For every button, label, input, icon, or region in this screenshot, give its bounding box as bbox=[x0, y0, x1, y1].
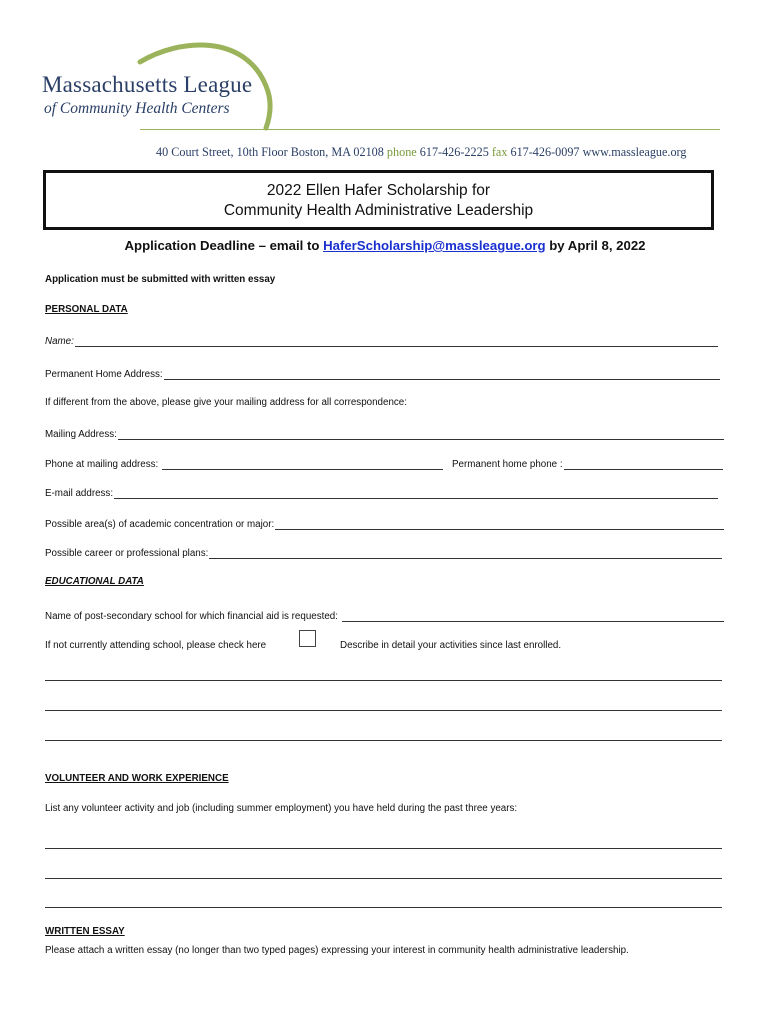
mailing-phone-field[interactable] bbox=[45, 456, 443, 470]
school-label: Name of post-secondary school for which financial aid is requested: bbox=[45, 611, 338, 622]
home-phone-label: Permanent home phone : bbox=[452, 459, 563, 470]
mailing-address-field[interactable] bbox=[45, 426, 724, 440]
mailing-address-label: Mailing Address: bbox=[45, 429, 117, 440]
name-label: Name: bbox=[45, 336, 74, 347]
volunteer-line-3[interactable] bbox=[45, 907, 722, 908]
written-essay-prompt: Please attach a written essay (no longer than two typed pages) expressing your interest in community health administrative leadership. bbox=[45, 945, 629, 956]
mailing-address-note: If different from the above, please give your mailing address for all correspondence: bbox=[45, 397, 407, 408]
org-name: Massachusetts League bbox=[42, 72, 253, 97]
activities-line-3[interactable] bbox=[45, 740, 722, 741]
educational-data-heading: EDUCATIONAL DATA bbox=[45, 576, 144, 587]
essay-requirement-note: Application must be submitted with written essay bbox=[45, 274, 276, 285]
career-label: Possible career or professional plans: bbox=[45, 548, 209, 559]
fax-number: 617-426-0097 bbox=[510, 145, 580, 159]
career-line[interactable] bbox=[209, 548, 722, 559]
volunteer-heading: VOLUNTEER AND WORK EXPERIENCE bbox=[45, 773, 229, 784]
website: www.massleague.org bbox=[582, 145, 687, 159]
org-subtitle: of Community Health Centers bbox=[44, 100, 230, 117]
street-address: 40 Court Street, 10th Floor Boston, MA 02108 bbox=[156, 145, 384, 159]
volunteer-prompt: List any volunteer activity and job (including summer employment) you have held during the past three years: bbox=[45, 803, 518, 814]
application-deadline bbox=[0, 238, 770, 253]
letterhead-divider bbox=[140, 129, 720, 130]
not-attending-checkbox[interactable] bbox=[299, 630, 316, 647]
form-title-line1: 2022 Ellen Hafer Scholarship for bbox=[266, 182, 491, 199]
deadline-suffix: by April 8, 2022 bbox=[545, 238, 646, 253]
mailing-address-line[interactable] bbox=[118, 429, 724, 440]
home-address-field[interactable] bbox=[45, 366, 720, 380]
form-title-line2: Community Health Administrative Leadership bbox=[223, 202, 534, 219]
name-line[interactable] bbox=[75, 336, 718, 347]
personal-data-heading: PERSONAL DATA bbox=[45, 304, 128, 315]
email-line[interactable] bbox=[114, 488, 718, 499]
phone-label: phone bbox=[386, 145, 417, 159]
career-field[interactable] bbox=[45, 545, 722, 559]
phone-number: 617-426-2225 bbox=[419, 145, 489, 159]
home-phone-field[interactable] bbox=[452, 456, 723, 470]
home-address-label: Permanent Home Address: bbox=[45, 369, 163, 380]
school-line[interactable] bbox=[342, 611, 724, 622]
mailing-phone-label: Phone at mailing address: bbox=[45, 459, 159, 470]
email-label: E-mail address: bbox=[45, 488, 114, 499]
email-field[interactable] bbox=[45, 485, 718, 499]
concentration-label: Possible area(s) of academic concentration or major: bbox=[45, 519, 275, 530]
volunteer-line-1[interactable] bbox=[45, 848, 722, 849]
activities-line-1[interactable] bbox=[45, 680, 722, 681]
name-field[interactable] bbox=[45, 333, 718, 347]
concentration-field[interactable] bbox=[45, 516, 724, 530]
school-field[interactable] bbox=[45, 608, 724, 622]
not-attending-label: If not currently attending school, please check here bbox=[45, 640, 267, 651]
email-link[interactable]: HaferScholarship@massleague.org bbox=[323, 238, 546, 253]
volunteer-line-2[interactable] bbox=[45, 878, 722, 879]
concentration-line[interactable] bbox=[275, 519, 724, 530]
letterhead-contact bbox=[156, 145, 687, 160]
home-phone-line[interactable] bbox=[564, 459, 723, 470]
form-title-box bbox=[43, 170, 714, 230]
written-essay-heading: WRITTEN ESSAY bbox=[45, 926, 125, 937]
deadline-prefix: Application Deadline – email to bbox=[124, 238, 324, 253]
mailing-phone-line[interactable] bbox=[162, 459, 443, 470]
home-address-line[interactable] bbox=[164, 369, 720, 380]
describe-activities-label: Describe in detail your activities since last enrolled. bbox=[340, 640, 562, 651]
activities-line-2[interactable] bbox=[45, 710, 722, 711]
fax-label: fax bbox=[491, 145, 508, 159]
